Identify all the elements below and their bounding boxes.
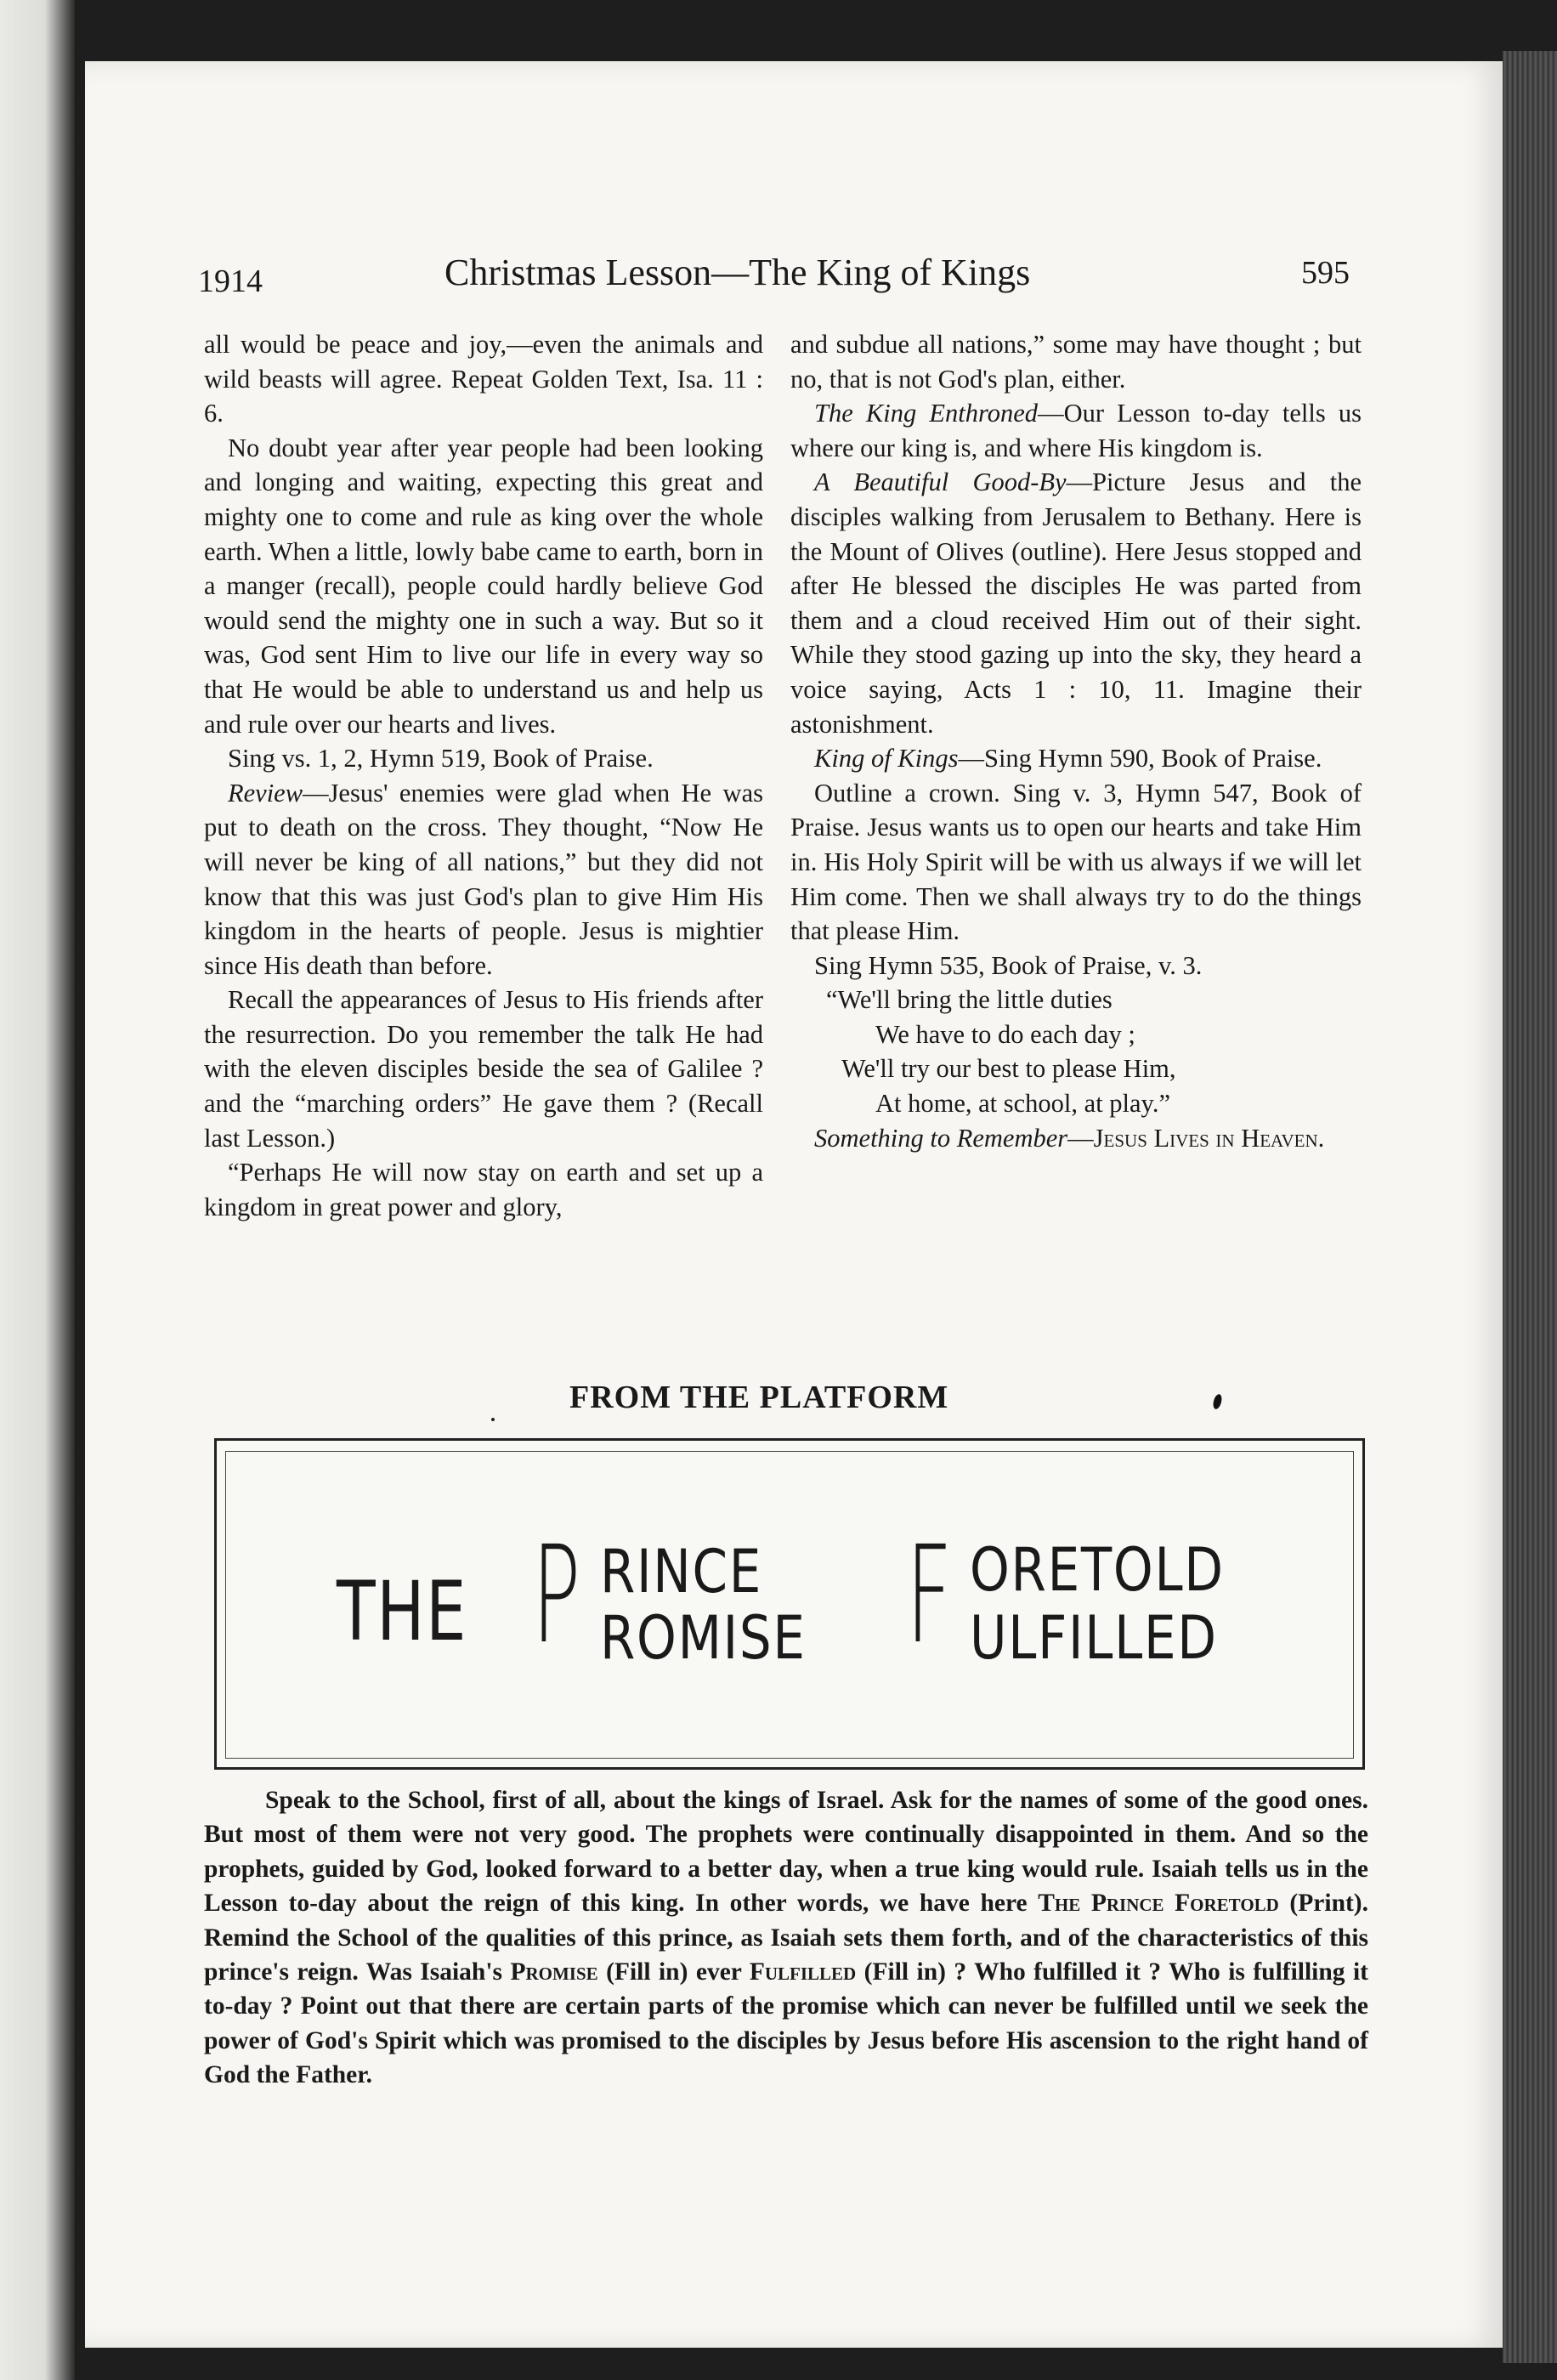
paragraph: Recall the appearances of Jesus to His friends after the resurrection. Do you remember the talk He had with the eleven disciples beside the sea of Galilee ? and the “marching orders” He gave them ? (Recall last Lesson.) (204, 985, 763, 1153)
display-initial-f: F (906, 1517, 954, 1674)
paragraph-king-of-kings (790, 741, 1362, 776)
verse-line: At home, at school, at play.” (875, 1089, 1170, 1119)
header-title: Christmas Lesson—The King of Kings (444, 252, 1031, 293)
paragraph-text: —Jesus' enemies were glad when He was put to death on the cross. They thought, “Now He will never be king of all nations,” but they did not know that this was just God's plan to give Him His kingdom in the hearts of people. Jesus is mightier since His death than before. (204, 778, 763, 980)
paragraph-remember (790, 1121, 1362, 1156)
running-header (198, 251, 1350, 302)
paragraph: all would be peace and joy,—even the animals and wild beasts will agree. Repeat Golden Text, Isa. 11 : 6. (204, 330, 763, 428)
paragraph-text: —Sing Hymn 590, Book of Praise. (958, 744, 1322, 774)
section-label: A Beautiful Good-By (814, 468, 1067, 497)
section-label: The King Enthroned (814, 399, 1039, 428)
verse-line: We have to do each day ; (875, 1019, 1135, 1049)
paragraph-good-by (790, 465, 1362, 741)
platform-box-inner (225, 1451, 1354, 1759)
small-caps-run: Promise (510, 1958, 598, 1986)
left-column (204, 327, 763, 1224)
section-heading: FROM THE PLATFORM (569, 1380, 949, 1415)
display-the: THE (337, 1564, 468, 1659)
paragraph: and subdue all nations,” some may have thought ; but no, that is not God's plan, either. (790, 330, 1362, 394)
section-label: Something to Remember (814, 1123, 1068, 1153)
section-label: Review (228, 778, 303, 808)
paragraph-king-enthroned (790, 396, 1362, 465)
paragraph: No doubt year after year people had been looking and longing and waiting, expecting this great and mighty one to come and rule as king over the whole earth. When a little, lowly babe came to earth, born in a manger (recall), people could hardly believe God would send the mighty one in such a way. But so it was, God sent Him to live our life in every way so that He would be able to understand us and help us and rule over our hearts and lives. (204, 433, 763, 739)
paragraph: “Perhaps He will now stay on earth and set up a kingdom in great power and glory, (204, 1158, 763, 1221)
paragraph: Outline a crown. Sing v. 3, Hymn 547, Book of Praise. Jesus wants us to open our hearts and take Him in. His Holy Spirit will be with us always if we will let Him come. Then we shall always try to do the things that please Him. (790, 778, 1362, 946)
text-run: Speak to the School, first of all, about the kings of Israel. Ask for the names of some of the good ones. But most of them were not very good. The prophets were continually disappointed in them. And so the prophets, guided by God, looked forward to a better day, when a true king would rule. Isaiah tells us in the Lesson to-day about the reign of this king. In other words, we have here (204, 1787, 1368, 1918)
platform-box (214, 1438, 1365, 1770)
text-run: (Print). Remind the School of the qualities of this prince, as Isaiah sets them forth, and of the characteristics of this prince's reign. Was Isaiah's (204, 1890, 1368, 1986)
right-column (790, 327, 1362, 1155)
text-run: (Fill in) ? Who fulfilled it ? Who is fulfilling it to-day ? Point out that there are certain parts of the promise which can never be fulfilled until we seek the power of God's Spirit which was promised to the disciples by Jesus before His ascension to the right hand of God the Father. (204, 1958, 1368, 2089)
paragraph-review (204, 776, 763, 983)
hymn-verse (790, 983, 1362, 1120)
verse-line: We'll try our best to please Him, (841, 1054, 1176, 1084)
display-ulfilled: ULFILLED (970, 1603, 1218, 1673)
paragraph: Sing Hymn 535, Book of Praise, v. 3. (814, 950, 1203, 980)
section-label: King of Kings (814, 744, 959, 774)
paragraph-text: —Picture Jesus and the disciples walking from Jerusalem to Bethany. Here is the Mount of Olives (outline). Here Jesus stopped and after He blessed the disciples He was parted from them and a cloud received Him out of their sight. While they stood gazing up into the sky, they heard a voice saying, Acts 1 : 10, 11. Imagine their astonishment. (790, 468, 1362, 739)
page-stack-edge (1503, 51, 1557, 2363)
small-caps-run: Fulfilled (749, 1958, 857, 1986)
left-page-edge (0, 0, 75, 2380)
text-run: (Fill in) ever (597, 1958, 750, 1986)
platform-instructions (204, 1783, 1368, 2093)
paragraph-text: —Jesus Lives in Heaven. (1067, 1123, 1325, 1153)
paragraph (204, 1783, 1368, 2093)
display-initial-p: P (532, 1517, 582, 1674)
display-rince: RINCE (600, 1537, 763, 1606)
verse-line: “We'll bring the little duties (826, 985, 1113, 1015)
display-romise: ROMISE (600, 1603, 807, 1673)
header-year: 1914 (198, 264, 263, 299)
print-speck (491, 1418, 495, 1421)
small-caps-run: The Prince Foretold (1038, 1890, 1279, 1918)
page-number: 595 (1301, 255, 1350, 291)
paragraph: Sing vs. 1, 2, Hymn 519, Book of Praise. (228, 744, 654, 774)
paragraph-text: —Our Lesson to-day tells us where our king is, and where His kingdom is. (790, 399, 1362, 462)
display-oretold: ORETOLD (970, 1535, 1225, 1605)
